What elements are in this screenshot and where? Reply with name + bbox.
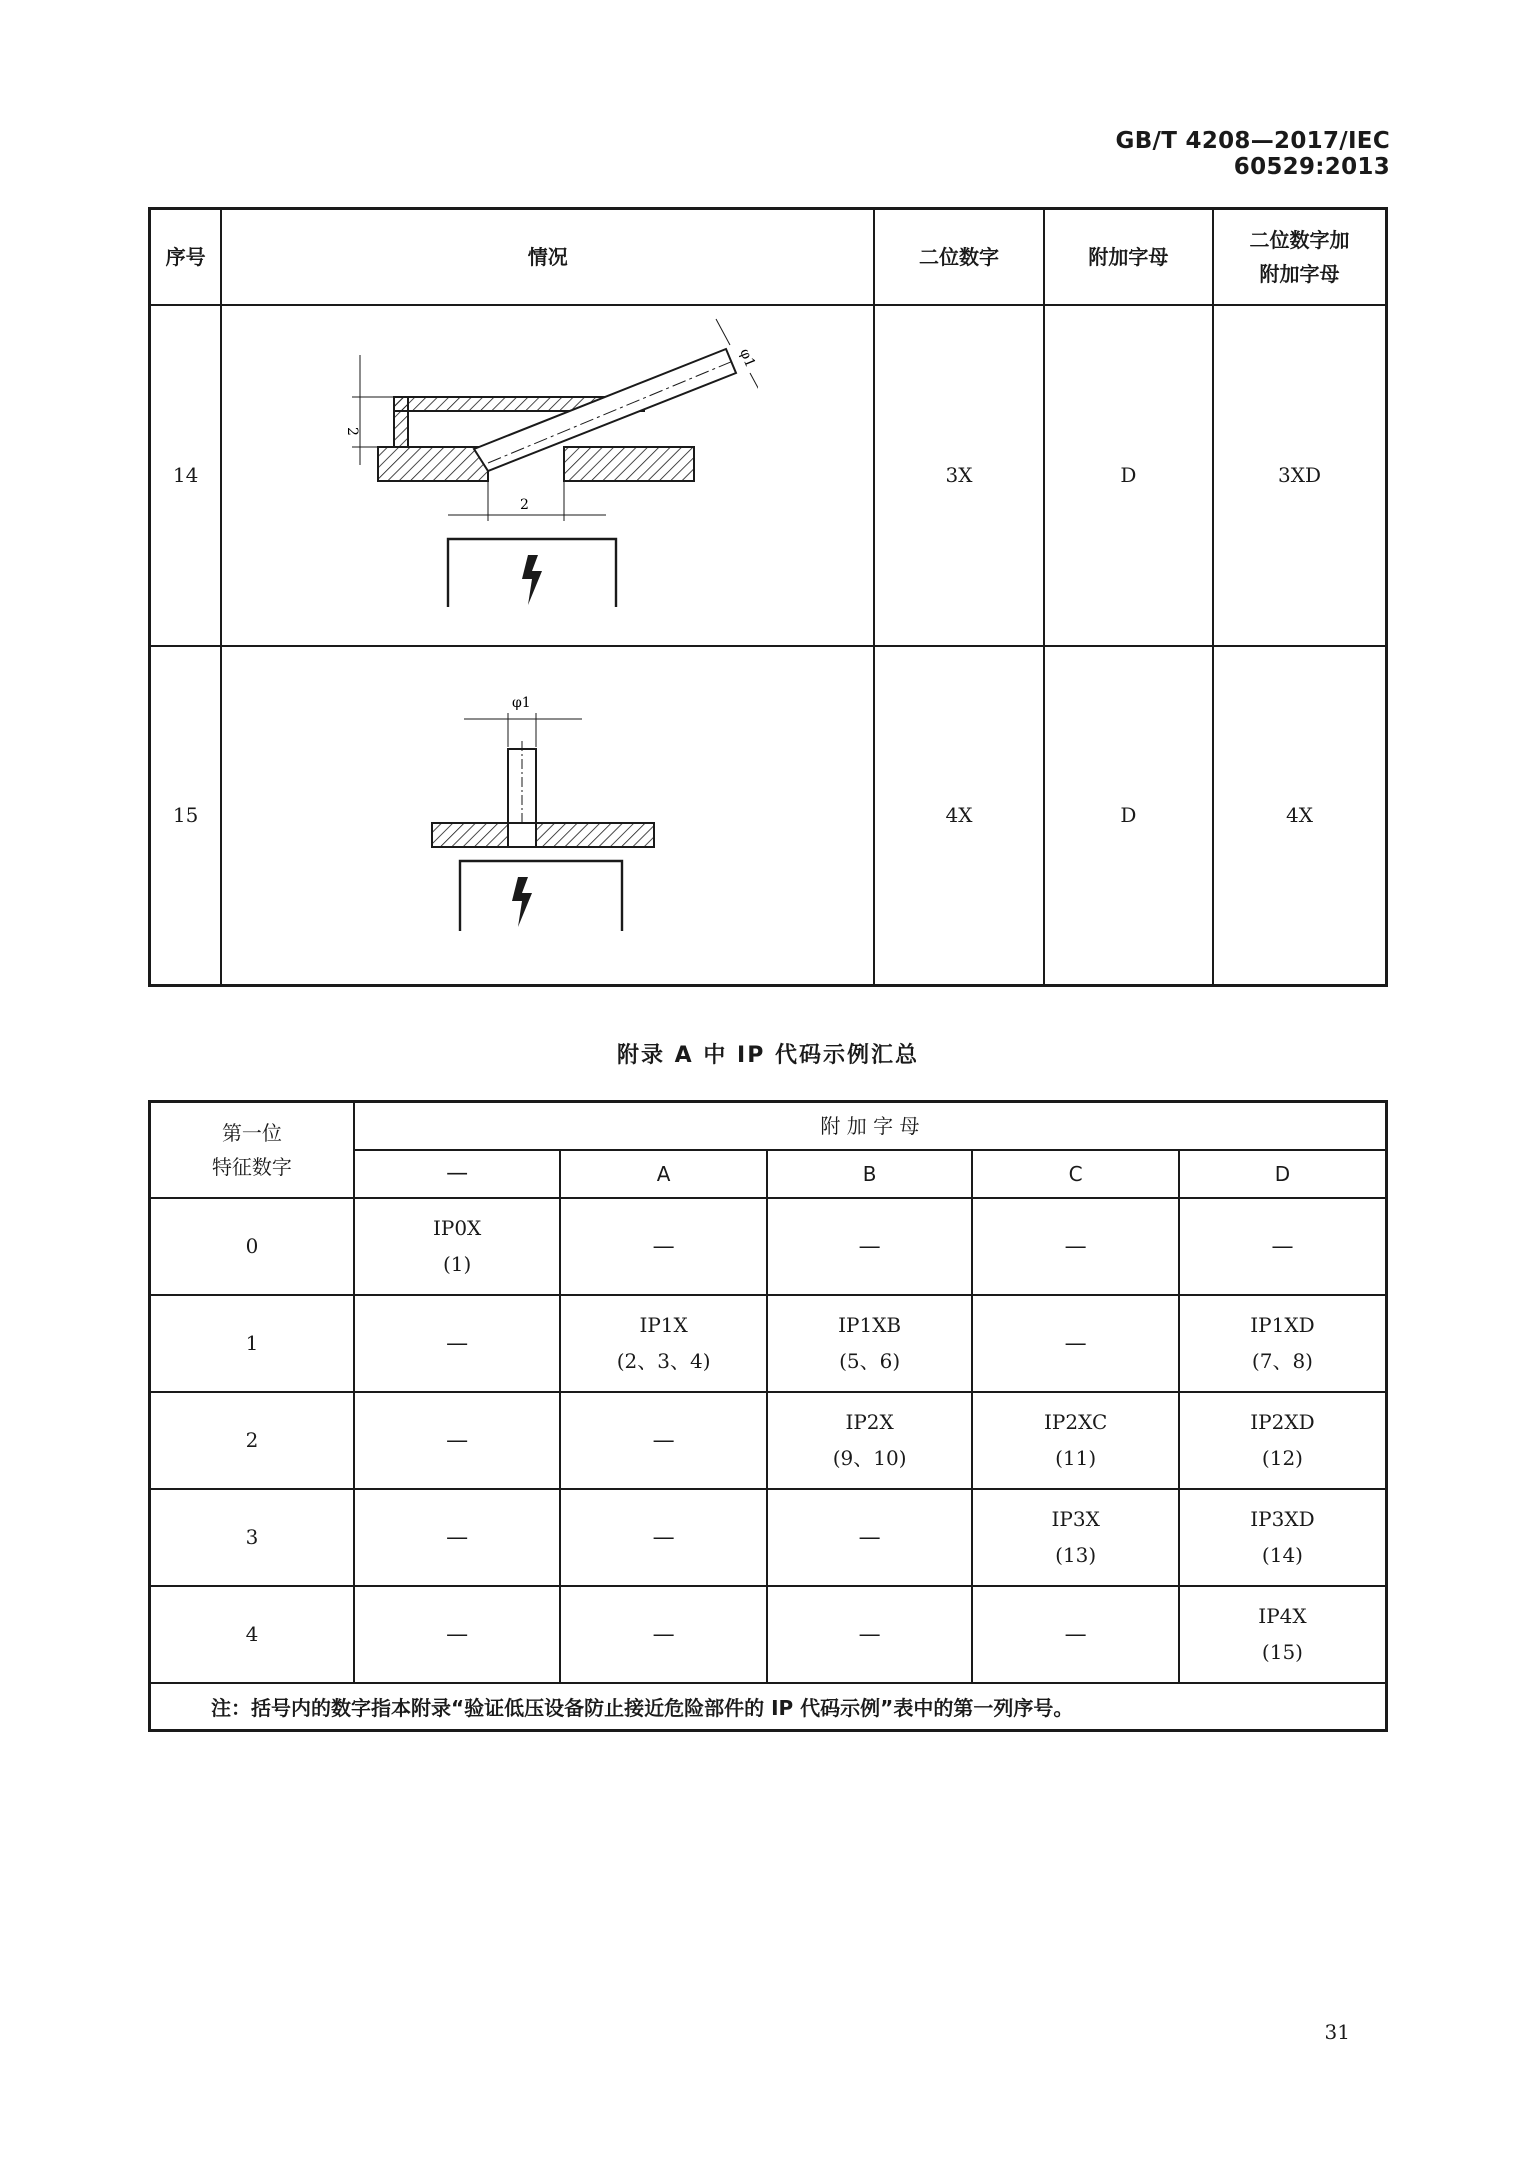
row-combined: 4X [1213, 646, 1386, 986]
row-digit: 0 [150, 1198, 354, 1295]
probe-diagram-15 [398, 685, 698, 945]
table-row [150, 1489, 1387, 1586]
header-seq: 序号 [150, 209, 222, 305]
ip-code: IP3X [1051, 1507, 1100, 1531]
row-combined: 3XD [1213, 305, 1386, 646]
col-header: B [767, 1150, 973, 1198]
ip-cell [1179, 1586, 1387, 1683]
ip-cell [1179, 1295, 1387, 1392]
note-row [150, 1683, 1387, 1731]
ip-cell [972, 1489, 1179, 1586]
ip-ref: (12) [1261, 1446, 1303, 1470]
header-add-letter: 附加字母 [1044, 209, 1213, 305]
row-seq: 14 [150, 305, 222, 646]
ip-cell: — [354, 1295, 560, 1392]
row-letter: D [1044, 646, 1213, 986]
table-row [150, 1295, 1387, 1392]
ip-cell: — [767, 1489, 973, 1586]
table-note: 注：括号内的数字指本附录“验证低压设备防止接近危险部件的 IP 代码示例”表中的第一列序号。 [150, 1683, 1387, 1731]
ip-cell: — [972, 1198, 1179, 1295]
hazard-bolt-icon [512, 877, 532, 927]
col-header: A [560, 1150, 766, 1198]
col-header: C [972, 1150, 1179, 1198]
standard-number: GB/T 4208—2017/IEC 60529:2013 [1115, 128, 1390, 180]
ip-ref: (1) [442, 1252, 472, 1276]
probe-diagram-14 [338, 315, 758, 635]
first-digit-header [150, 1102, 354, 1198]
row-letter: D [1044, 305, 1213, 646]
ip-cell: — [767, 1586, 973, 1683]
row-digits: 3X [874, 305, 1043, 646]
ip-ref: (14) [1261, 1543, 1303, 1567]
ip-code: IP2XC [1044, 1410, 1108, 1434]
table-row [150, 646, 1387, 986]
ip-code: IP2X [845, 1410, 894, 1434]
ip-cell [972, 1392, 1179, 1489]
header-combined-line1: 二位数字加 [1249, 227, 1350, 252]
ip-cell [560, 1295, 766, 1392]
ip-code: IP1XD [1250, 1313, 1315, 1337]
summary-header-row-1 [150, 1102, 1387, 1150]
ip-cell: — [1179, 1198, 1387, 1295]
row-digit: 4 [150, 1586, 354, 1683]
summary-caption: 附录 A 中 IP 代码示例汇总 [617, 1043, 919, 1068]
figure-cell [221, 646, 874, 986]
row-digit: 3 [150, 1489, 354, 1586]
ip-cell: — [560, 1489, 766, 1586]
header-situation: 情况 [221, 209, 874, 305]
row-seq: 15 [150, 646, 222, 986]
table-row [150, 1586, 1387, 1683]
ip-code: IP0X [432, 1216, 482, 1240]
ip-ref: (2、3、4) [616, 1349, 711, 1373]
page-number: 31 [1324, 2020, 1350, 2044]
figure-cell [221, 305, 874, 646]
ip-cell [1179, 1392, 1387, 1489]
header-combined-line2: 附加字母 [1259, 261, 1340, 286]
ip-cell: — [560, 1392, 766, 1489]
ip-ref: (9、10) [832, 1446, 907, 1470]
diameter-label: φ1 [511, 695, 531, 712]
ip-cell [1179, 1489, 1387, 1586]
ip-cell: — [560, 1198, 766, 1295]
ip-cell: — [972, 1586, 1179, 1683]
ip-ref: (11) [1055, 1446, 1097, 1470]
header-combined [1213, 209, 1386, 305]
first-digit-header-line1: 第一位 [221, 1120, 282, 1145]
table-row [150, 305, 1387, 646]
ip-cell [767, 1295, 973, 1392]
ip-ref: (15) [1261, 1640, 1303, 1664]
row-digit: 2 [150, 1392, 354, 1489]
diameter-label: φ1 [736, 346, 758, 370]
hazard-bolt-icon [522, 555, 542, 605]
ip-cell: — [560, 1586, 766, 1683]
ip-code: IP4X [1258, 1604, 1307, 1628]
col-header: D [1179, 1150, 1387, 1198]
col-header: — [354, 1150, 560, 1198]
ip-code: IP1XB [838, 1313, 902, 1337]
row-digit: 1 [150, 1295, 354, 1392]
ip-cell: — [767, 1198, 973, 1295]
ip-cell [354, 1198, 560, 1295]
ip-ref: (7、8) [1251, 1349, 1313, 1373]
first-digit-header-line2: 特征数字 [211, 1154, 292, 1179]
table-row [150, 1392, 1387, 1489]
ip-cell: — [972, 1295, 1179, 1392]
summary-table [148, 1100, 1388, 1732]
width-label: 2 [519, 497, 529, 513]
ip-cell [767, 1392, 973, 1489]
ip-code: IP3XD [1250, 1507, 1315, 1531]
header-two-digits: 二位数字 [874, 209, 1043, 305]
example-table [148, 207, 1388, 987]
ip-cell: — [354, 1586, 560, 1683]
additional-letter-header: 附 加 字 母 [354, 1102, 1387, 1150]
table-row [150, 1198, 1387, 1295]
ip-code: IP1X [639, 1313, 688, 1337]
table-header-row [150, 209, 1387, 305]
row-digits: 4X [874, 646, 1043, 986]
ip-ref: (5、6) [839, 1349, 901, 1373]
ip-ref: (13) [1055, 1543, 1097, 1567]
height-label: 2 [343, 427, 360, 436]
ip-code: IP2XD [1250, 1410, 1315, 1434]
ip-cell: — [354, 1489, 560, 1586]
ip-cell: — [354, 1392, 560, 1489]
